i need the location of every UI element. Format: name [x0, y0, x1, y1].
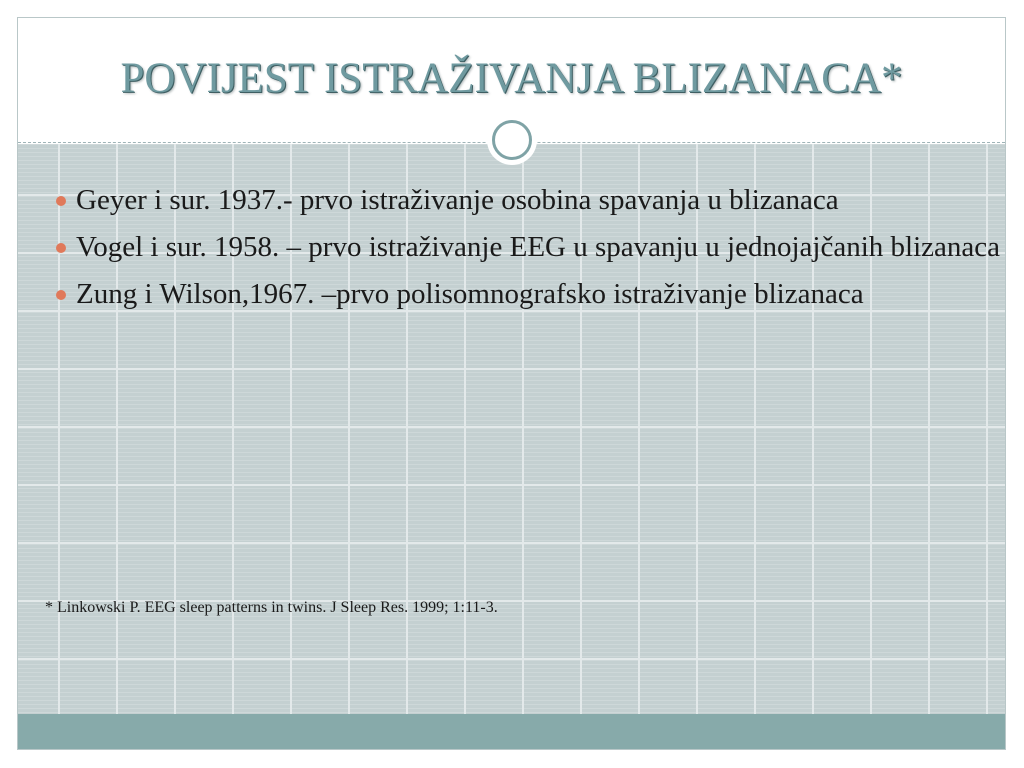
bullet-text: Zung i Wilson,1967. –prvo polisomnografsko istraživanje blizanaca	[76, 278, 864, 310]
slide	[17, 17, 1006, 750]
footer-bar	[18, 714, 1005, 749]
round-bullet-icon	[56, 290, 66, 300]
bullet-list	[54, 181, 1004, 322]
bullet-item	[54, 181, 1004, 220]
round-bullet-icon	[56, 196, 66, 206]
circle-ring-inner	[492, 120, 532, 160]
circle-ring-icon	[487, 115, 537, 165]
bullet-text: Vogel i sur. 1958. – prvo istraživanje EEG u spavanju u jednojajčanih blizanaca	[76, 231, 1000, 263]
round-bullet-icon	[56, 243, 66, 253]
bullet-item	[54, 275, 1004, 314]
bullet-item	[54, 228, 1004, 267]
slide-title: POVIJEST ISTRAŽIVANJA BLIZANACA*	[120, 55, 903, 102]
footnote: * Linkowski P. EEG sleep patterns in twins. J Sleep Res. 1999; 1:11-3.	[45, 599, 498, 616]
bullet-text: Geyer i sur. 1937.- prvo istraživanje osobina spavanja u blizanaca	[76, 184, 839, 216]
